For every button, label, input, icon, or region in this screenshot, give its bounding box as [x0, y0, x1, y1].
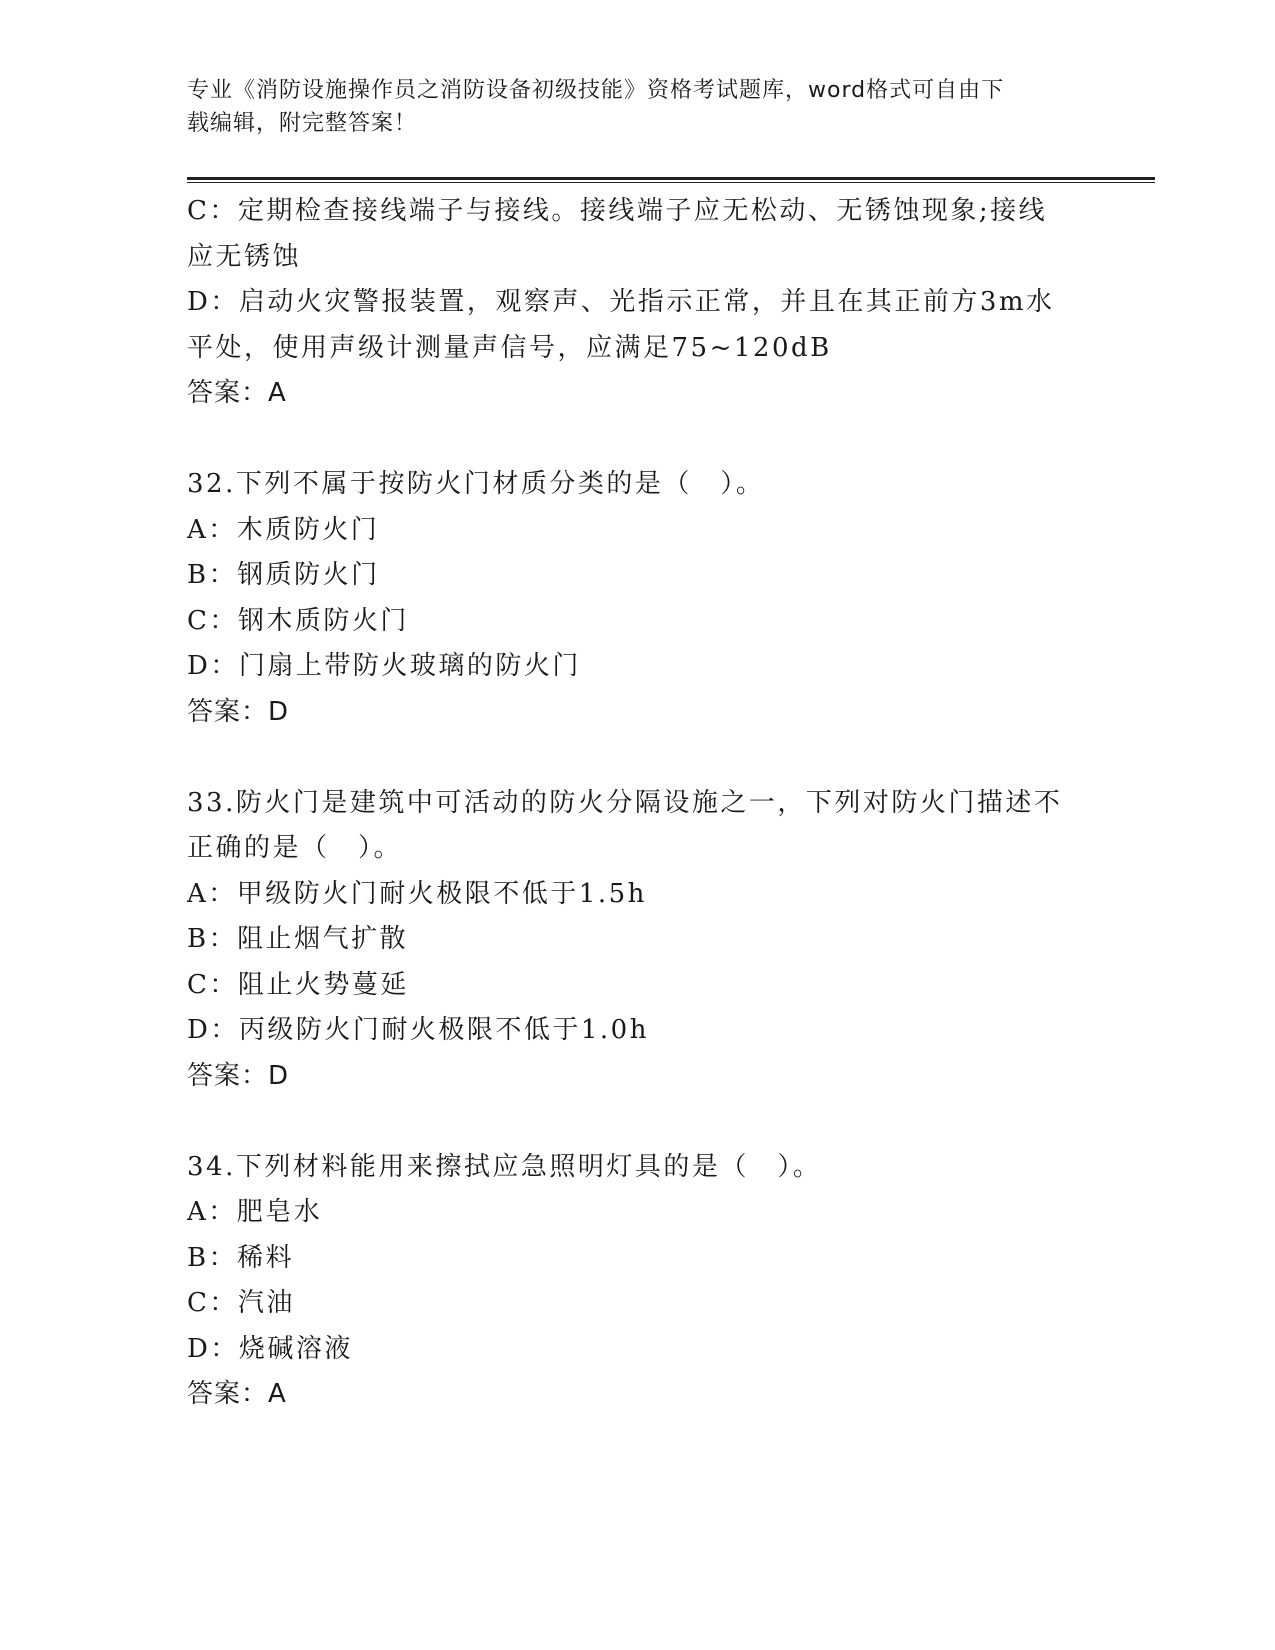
- document-body: [187, 189, 1087, 1418]
- spacer: [187, 735, 1087, 781]
- option-d-line-1: D：启动火灾警报装置，观察声、光指示正常，并且在其正前方3m水: [187, 287, 1055, 317]
- answer-label: 答案：A: [187, 1379, 287, 1409]
- option-b: B：钢质防火门: [187, 560, 380, 590]
- question-stem-line-1: 33.防火门是建筑中可活动的防火分隔设施之一，下列对防火门描述不: [187, 787, 1063, 818]
- option-c: C：汽油: [187, 1288, 295, 1318]
- answer-label: 答案：D: [187, 1060, 290, 1091]
- header-divider-thin: [187, 182, 1155, 183]
- question-34: [187, 1145, 1087, 1418]
- header-line-1: 专业《消防设施操作员之消防设备初级技能》资格考试题库，word格式可自由下: [187, 78, 1005, 103]
- option-b: B：阻止烟气扩散: [187, 924, 409, 954]
- answer-label: 答案：D: [187, 696, 290, 727]
- option-b: B：稀料: [187, 1242, 295, 1273]
- question-32: [187, 462, 1087, 735]
- option-c: C：钢木质防火门: [187, 605, 409, 636]
- header-line-2: 载编辑，附完整答案！: [187, 111, 418, 136]
- option-d: D：丙级防火门耐火极限不低于1.0h: [187, 1015, 649, 1045]
- option-d: D：烧碱溶液: [187, 1333, 353, 1364]
- option-a: A：木质防火门: [187, 514, 380, 545]
- question-stem: 32.下列不属于按防火门材质分类的是（ ）。: [187, 469, 765, 499]
- continued-question: [187, 189, 1087, 417]
- option-a: A：肥皂水: [187, 1197, 323, 1227]
- spacer: [187, 1099, 1087, 1145]
- option-a: A：甲级防火门耐火极限不低于1.5h: [187, 878, 647, 909]
- question-33: [187, 781, 1087, 1100]
- answer-label: 答案：A: [187, 378, 287, 408]
- spacer: [187, 417, 1087, 463]
- option-d: D：门扇上带防火玻璃的防火门: [187, 651, 581, 681]
- document-header: [187, 74, 1067, 140]
- option-c: C：阻止火势蔓延: [187, 969, 409, 1000]
- option-c-line-2: 应无锈蚀: [187, 241, 302, 272]
- header-divider-thick: [187, 177, 1155, 180]
- question-stem-line-2: 正确的是（ ）。: [187, 833, 403, 863]
- option-d-line-2: 平处，使用声级计测量声信号，应满足75~120dB: [187, 332, 832, 363]
- option-c-line-1: C：定期检查接线端子与接线。接线端子应无松动、无锈蚀现象;接线: [187, 196, 1048, 226]
- question-stem: 34.下列材料能用来擦拭应急照明灯具的是（ ）。: [187, 1151, 822, 1182]
